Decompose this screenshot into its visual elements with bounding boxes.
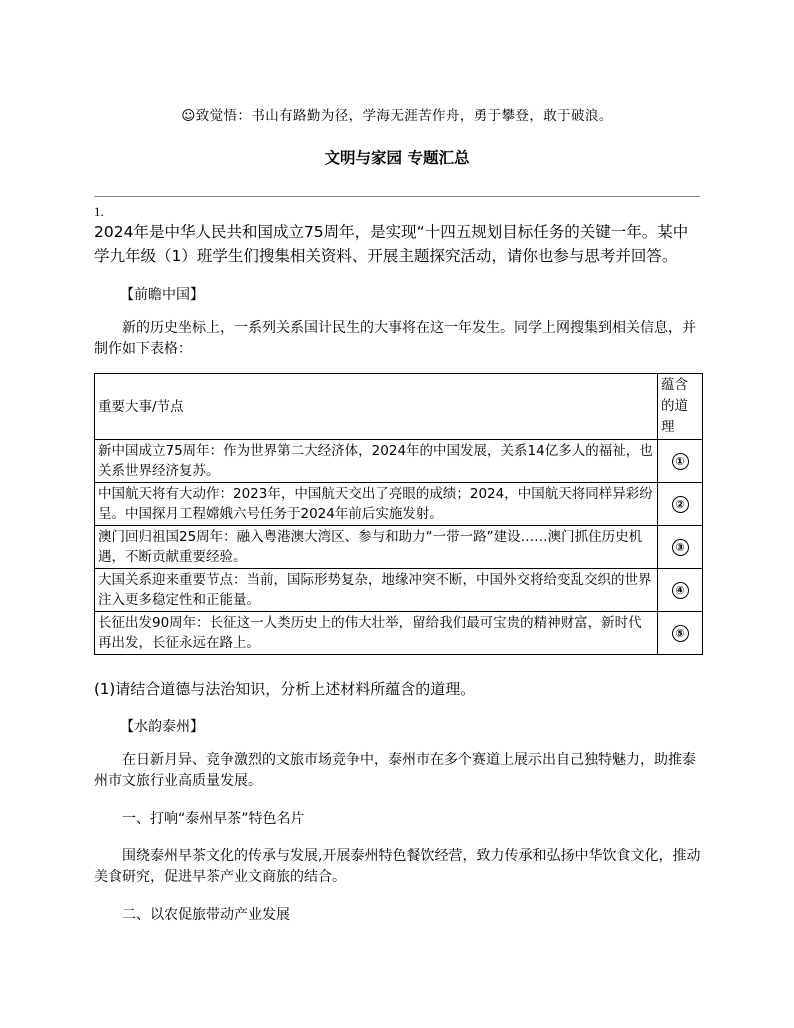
event-cell: 长征出发90周年：长征这一人类历史上的伟大壮举，留给我们最可宝贵的精神财富，新时代再出发，长征永远在路上。 <box>95 612 658 655</box>
table-row <box>95 440 703 483</box>
section-intro-taizhou: 在日新月异、竞争激烈的文旅市场竞争中，泰州市在多个赛道上展示出自己独特魅力，助推泰州市文旅行业高质量发展。 <box>94 752 696 789</box>
table-row <box>95 483 703 526</box>
event-cell: 澳门回归祖国25周年：融入粤港澳大湾区、参与和助力“一带一路”建设……澳门抓住历史机遇，不断贡献重要经验。 <box>95 526 658 569</box>
table-header-row <box>95 374 703 440</box>
mark-cell: ⑤ <box>672 625 689 642</box>
item1-text: 围绕泰州早茶文化的传承与发展,开展泰州特色餐饮经营，致力传承和弘扬中华饮食文化，推动美食研究，促进早茶产业文商旅的结合。 <box>94 848 701 885</box>
mark-cell: ③ <box>672 539 689 556</box>
mark-cell: ④ <box>672 582 689 599</box>
section-intro-china: 新的历史坐标上，一系列关系国计民生的大事将在这一年发生。同学上网搜集到相关信息，并制作如下表格： <box>94 320 696 357</box>
sub-question-1: (1)请结合道德与法治知识，分析上述材料所蕴含的道理。 <box>94 680 476 698</box>
header-event: 重要大事/节点 <box>95 374 658 440</box>
table-row <box>95 526 703 569</box>
question-number: 1. <box>94 204 104 219</box>
event-cell: 大国关系迎来重要节点：当前，国际形势复杂，地缘冲突不断，中国外交将给变乱交织的世界注入更多稳定性和正能量。 <box>95 569 658 612</box>
mark-cell: ② <box>672 496 689 513</box>
question-stem: 2024年是中华人民共和国成立75周年，是实现“十四五规划目标任务的关键一年。某中学九年级（1）班学生们搜集相关资料、开展主题探究活动，请你也参与思考并回答。 <box>94 223 689 265</box>
events-table <box>94 373 703 655</box>
page-title: 文明与家园 专题汇总 <box>324 149 470 167</box>
event-cell: 中国航天将有大动作：2023年，中国航天交出了亮眼的成绩；2024，中国航天将同样异彩纷呈。中国探月工程嫦娥六号任务于2024年前后实施发射。 <box>95 483 658 526</box>
motto-line: ☺致觉悟：书山有路勤为径，学海无涯苦作舟，勇于攀登，敢于破浪。 <box>181 108 613 124</box>
event-cell: 新中国成立75周年：作为世界第二大经济体，2024年的中国发展，关系14亿多人的福祉，也关系世界经济复苏。 <box>95 440 658 483</box>
table-row <box>95 612 703 655</box>
item2-title: 二、以农促旅带动产业发展 <box>122 907 290 923</box>
divider <box>94 196 700 197</box>
table-row <box>95 569 703 612</box>
mark-cell: ① <box>672 453 689 470</box>
section-heading-china: 【前瞻中国】 <box>120 287 204 303</box>
header-meaning: 蕴含的道理 <box>658 374 703 440</box>
item1-title: 一、打响“泰州早茶”特色名片 <box>122 811 305 827</box>
section-heading-taizhou: 【水韵泰州】 <box>120 719 204 735</box>
